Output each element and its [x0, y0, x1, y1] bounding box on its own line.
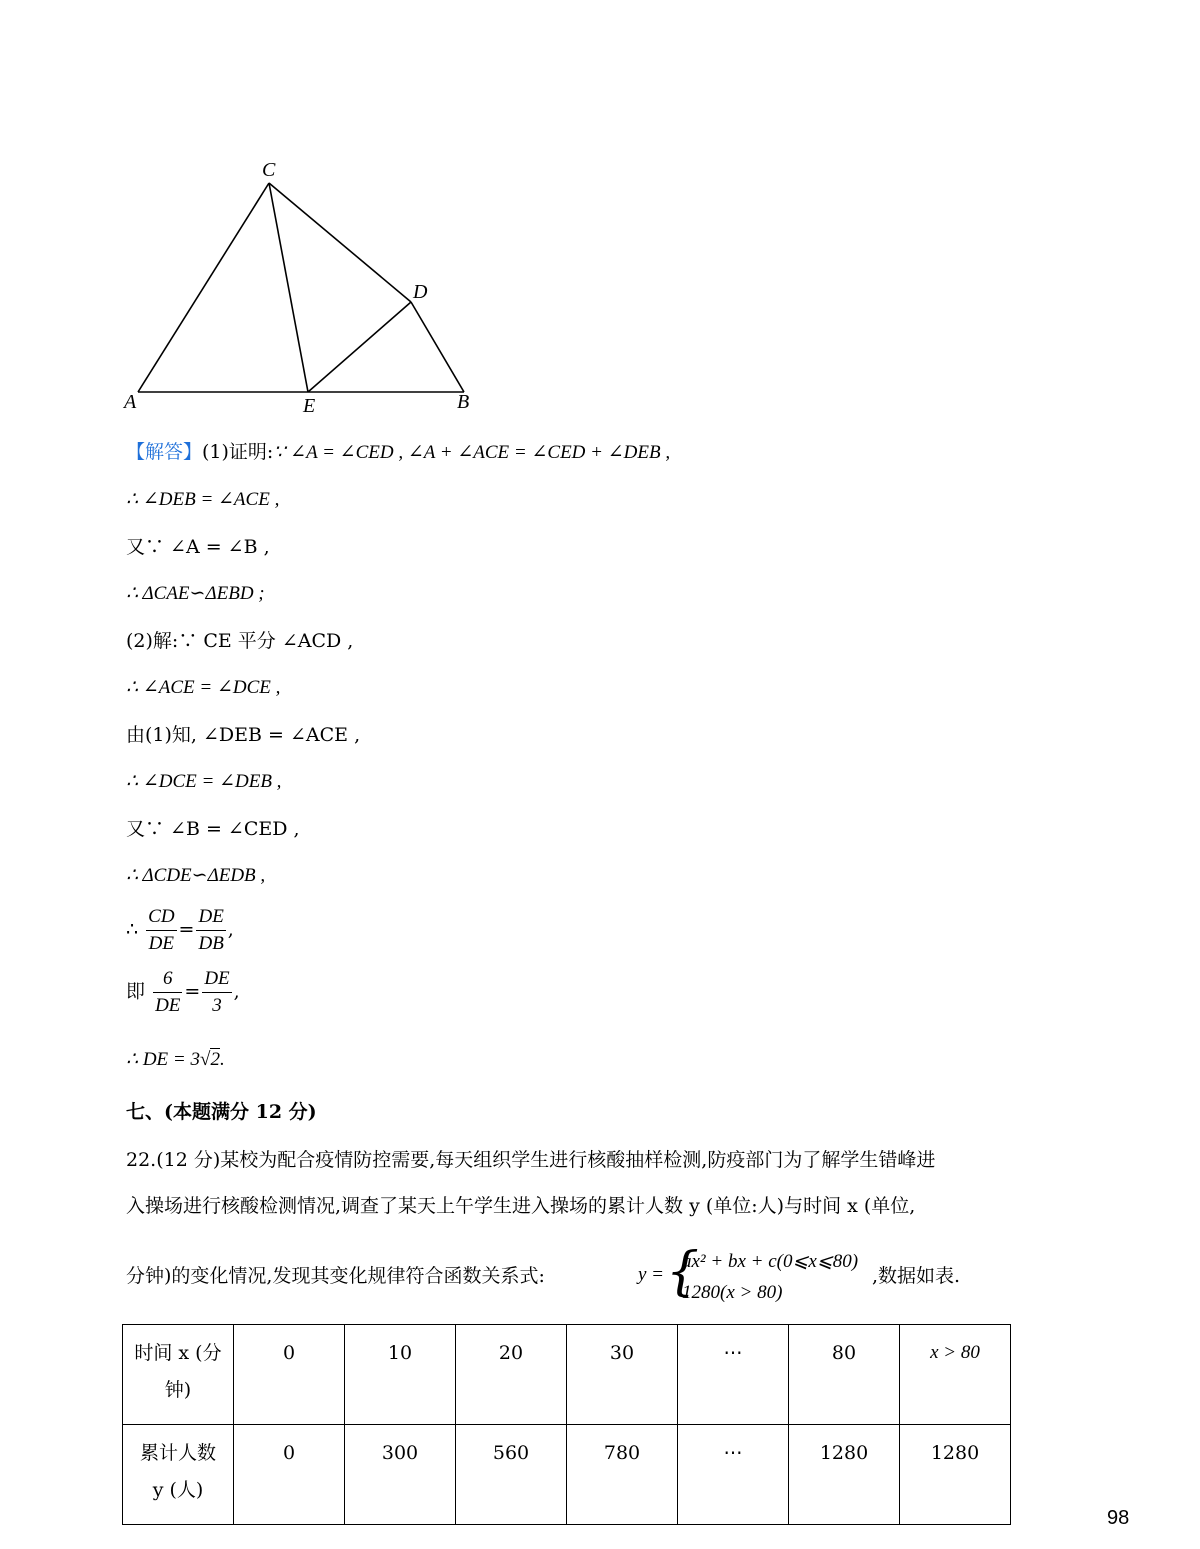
solution-line-7: 由(1)知, ∠DEB = ∠ACE , [126, 724, 361, 746]
section-heading: 七、(本题满分 12 分) [126, 1101, 317, 1123]
data-table [122, 1324, 1011, 1525]
solution-line-13: ∴ DE = 3√2. [126, 1049, 225, 1070]
problem-line-3: 分钟)的变化情况,发现其变化规律符合函数关系式: [126, 1265, 545, 1287]
solution-line-2: ∴ ∠DEB = ∠ACE , [126, 489, 280, 510]
table-row [123, 1425, 1011, 1525]
solution-line-1 [126, 438, 670, 467]
table-cell: ⋯ [678, 1325, 789, 1425]
problem-line-1: 22.(12 分)某校为配合疫情防控需要,每天组织学生进行核酸抽样检测,防疫部门为了解学生错峰进 [126, 1149, 936, 1171]
solution-line-5: (2)解:∵ CE 平分 ∠ACD , [126, 630, 354, 652]
table-cell: 30 [567, 1325, 678, 1425]
solution-tag: 【解答】 [126, 441, 203, 463]
solution-line-10: ∴ ΔCDE∽ΔEDB , [126, 865, 266, 886]
table-cell: 780 [567, 1425, 678, 1525]
sqrt-symbol: √ [200, 1049, 211, 1070]
segment-db [411, 302, 464, 392]
segment-ed [308, 302, 411, 392]
label-c: C [262, 159, 276, 181]
triangle-figure [110, 150, 490, 420]
segment-ce [269, 183, 308, 392]
function-case-1: ax² + bx + c(0⩽x⩽80) [682, 1251, 859, 1272]
function-case-2: 1280(x > 80) [682, 1282, 783, 1303]
table-cell: 20 [456, 1325, 567, 1425]
fraction-de-db: $\frac{DE}{DB}$ [198, 906, 224, 954]
fraction-de-3: $\frac{DE}{3}$ [204, 968, 230, 1016]
solution-line-12: 即 $\frac{6}{DE}$ = $\frac{DE}{3}$ , [126, 966, 240, 1019]
solution-line-6: ∴ ∠ACE = ∠DCE , [126, 677, 281, 698]
table-cell: 0 [234, 1425, 345, 1525]
fraction-6-de: $\frac{6}{DE}$ [155, 968, 181, 1016]
table-cell: ⋯ [678, 1425, 789, 1525]
table-cell: 560 [456, 1425, 567, 1525]
solution-line-11: ∴ $\frac{CD}{DE}$ = $\frac{DE}{DB}$ , [126, 904, 234, 957]
label-d: D [413, 281, 428, 303]
segment-cd [269, 183, 411, 302]
table-cell: 0 [234, 1325, 345, 1425]
problem-line-3-end: ,数据如表. [872, 1265, 961, 1287]
page-number: 98 [1107, 1507, 1130, 1529]
table-cell: 1280 [789, 1425, 900, 1525]
problem-line-2: 入操场进行核酸检测情况,调查了某天上午学生进入操场的累计人数 y (单位:人)与时间 x (单位, [126, 1195, 916, 1217]
fraction-cd-de: $\frac{CD}{DE}$ [148, 906, 175, 954]
table-cell: 1280 [900, 1425, 1011, 1525]
table-cell: x > 80 [900, 1325, 1011, 1425]
table-cell: 300 [345, 1425, 456, 1525]
label-a: A [124, 391, 137, 413]
label-b: B [457, 391, 470, 413]
table-cell: 80 [789, 1325, 900, 1425]
table-header-count: 累计人数 y (人) [123, 1425, 234, 1525]
label-e: E [303, 395, 316, 417]
table-row [123, 1325, 1011, 1425]
solution-line-1-math: ∵ ∠A = ∠CED , ∠A + ∠ACE = ∠CED + ∠DEB , [273, 442, 671, 463]
ji-word: 即 [126, 980, 146, 1003]
solution-line-4: ∴ ΔCAE∽ΔEBD ; [126, 583, 265, 604]
solution-line-3: 又∵ ∠A = ∠B , [126, 536, 270, 558]
solution-line-8: ∴ ∠DCE = ∠DEB , [126, 771, 282, 792]
segment-ca [138, 183, 269, 392]
therefore-symbol: ∴ [126, 918, 139, 941]
solution-line-9: 又∵ ∠B = ∠CED , [126, 818, 300, 840]
solution-part1-prefix: (1)证明: [202, 441, 274, 463]
table-cell: 10 [345, 1325, 456, 1425]
function-lhs: y = [638, 1264, 665, 1285]
brace-icon: { [666, 1242, 700, 1302]
radicand: 2 [210, 1049, 220, 1070]
table-header-time: 时间 x (分 钟) [123, 1325, 234, 1425]
